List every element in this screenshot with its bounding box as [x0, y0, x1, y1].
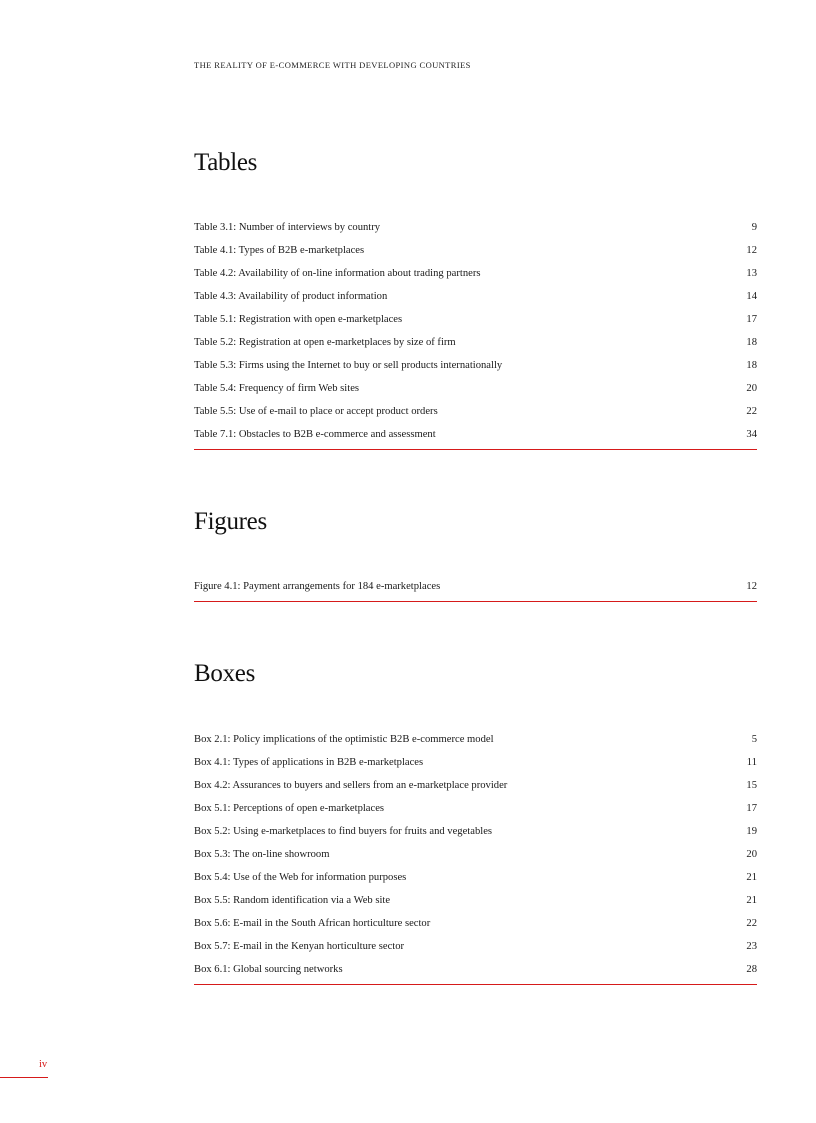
- entry-label: Box 5.4: Use of the Web for information purposes: [194, 872, 407, 883]
- entry-page-number: 18: [746, 360, 757, 371]
- entry-page-number: 28: [746, 964, 757, 975]
- list-entry[interactable]: [194, 912, 757, 935]
- entry-label: Box 5.7: E-mail in the Kenyan horticulture sector: [194, 941, 405, 952]
- entry-label: Box 5.1: Perceptions of open e-marketplaces: [194, 803, 385, 814]
- boxes-list: [194, 728, 757, 981]
- figures-section: [194, 507, 757, 592]
- entry-label: Box 4.1: Types of applications in B2B e-marketplaces: [194, 757, 424, 768]
- boxes-section: [194, 659, 757, 975]
- entry-label: Table 5.1: Registration with open e-marketplaces: [194, 314, 403, 325]
- entry-label: Box 5.6: E-mail in the South African horticulture sector: [194, 918, 431, 929]
- entry-label: Table 5.4: Frequency of firm Web sites: [194, 383, 360, 394]
- entry-page-number: 14: [746, 291, 757, 302]
- entry-page-number: 11: [746, 757, 757, 768]
- running-header: THE REALITY OF E-COMMERCE WITH DEVELOPING COUNTRIES: [194, 60, 471, 70]
- section-title-boxes: Boxes: [194, 660, 256, 687]
- entry-page-number: 9: [751, 222, 757, 233]
- tables-section: [194, 148, 757, 440]
- list-entry[interactable]: [194, 843, 757, 866]
- entry-label: Table 4.1: Types of B2B e-marketplaces: [194, 245, 365, 256]
- section-title-figures: Figures: [194, 508, 267, 535]
- entry-page-number: 13: [746, 268, 757, 279]
- entry-label: Table 7.1: Obstacles to B2B e-commerce and assessment: [194, 429, 436, 440]
- entry-page-number: 21: [746, 895, 757, 906]
- list-entry[interactable]: [194, 728, 757, 751]
- entry-label: Table 5.2: Registration at open e-marketplaces by size of firm: [194, 337, 456, 348]
- list-entry[interactable]: [194, 239, 757, 262]
- list-entry[interactable]: [194, 262, 757, 285]
- entry-page-number: 22: [746, 406, 757, 417]
- entry-label: Table 4.2: Availability of on-line information about trading partners: [194, 268, 481, 279]
- entry-label: Figure 4.1: Payment arrangements for 184 e-marketplaces: [194, 581, 441, 592]
- entry-page-number: 12: [746, 581, 757, 592]
- entry-label: Box 6.1: Global sourcing networks: [194, 964, 343, 975]
- list-entry[interactable]: [194, 889, 757, 912]
- entry-page-number: 17: [746, 803, 757, 814]
- list-entry[interactable]: [194, 935, 757, 958]
- list-entry[interactable]: [194, 331, 757, 354]
- list-entry[interactable]: [194, 285, 757, 308]
- entry-page-number: 21: [746, 872, 757, 883]
- entry-page-number: 18: [746, 337, 757, 348]
- list-entry[interactable]: [194, 866, 757, 889]
- entry-label: Box 5.5: Random identification via a Web site: [194, 895, 391, 906]
- tables-divider: [194, 449, 757, 450]
- entry-page-number: 20: [746, 849, 757, 860]
- list-entry[interactable]: [194, 575, 757, 598]
- entry-page-number: 22: [746, 918, 757, 929]
- page-number: iv: [39, 1059, 48, 1070]
- entry-label: Box 4.2: Assurances to buyers and sellers from an e-marketplace provider: [194, 780, 508, 791]
- entry-label: Table 5.5: Use of e-mail to place or accept product orders: [194, 406, 438, 417]
- list-entry[interactable]: [194, 797, 757, 820]
- boxes-divider: [194, 984, 757, 985]
- list-entry[interactable]: [194, 751, 757, 774]
- entry-page-number: 5: [751, 734, 757, 745]
- list-entry[interactable]: [194, 216, 757, 239]
- list-entry[interactable]: [194, 400, 757, 423]
- entry-label: Table 4.3: Availability of product information: [194, 291, 388, 302]
- list-entry[interactable]: [194, 377, 757, 400]
- entry-page-number: 15: [746, 780, 757, 791]
- entry-label: Table 3.1: Number of interviews by country: [194, 222, 381, 233]
- entry-label: Box 2.1: Policy implications of the optimistic B2B e-commerce model: [194, 734, 494, 745]
- entry-page-number: 20: [746, 383, 757, 394]
- entry-page-number: 19: [746, 826, 757, 837]
- entry-label: Box 5.3: The on-line showroom: [194, 849, 330, 860]
- entry-page-number: 34: [746, 429, 757, 440]
- section-title-tables: Tables: [194, 149, 258, 176]
- footer-divider: [0, 1077, 48, 1078]
- figures-list: [194, 575, 757, 598]
- list-entry[interactable]: [194, 820, 757, 843]
- list-entry[interactable]: [194, 774, 757, 797]
- entry-label: Box 5.2: Using e-marketplaces to find buyers for fruits and vegetables: [194, 826, 493, 837]
- list-entry[interactable]: [194, 423, 757, 446]
- list-entry[interactable]: [194, 354, 757, 377]
- figures-divider: [194, 601, 757, 602]
- tables-list: [194, 216, 757, 446]
- entry-label: Table 5.3: Firms using the Internet to buy or sell products internationally: [194, 360, 503, 371]
- entry-page-number: 23: [746, 941, 757, 952]
- entry-page-number: 17: [746, 314, 757, 325]
- list-entry[interactable]: [194, 308, 757, 331]
- list-entry[interactable]: [194, 958, 757, 981]
- entry-page-number: 12: [746, 245, 757, 256]
